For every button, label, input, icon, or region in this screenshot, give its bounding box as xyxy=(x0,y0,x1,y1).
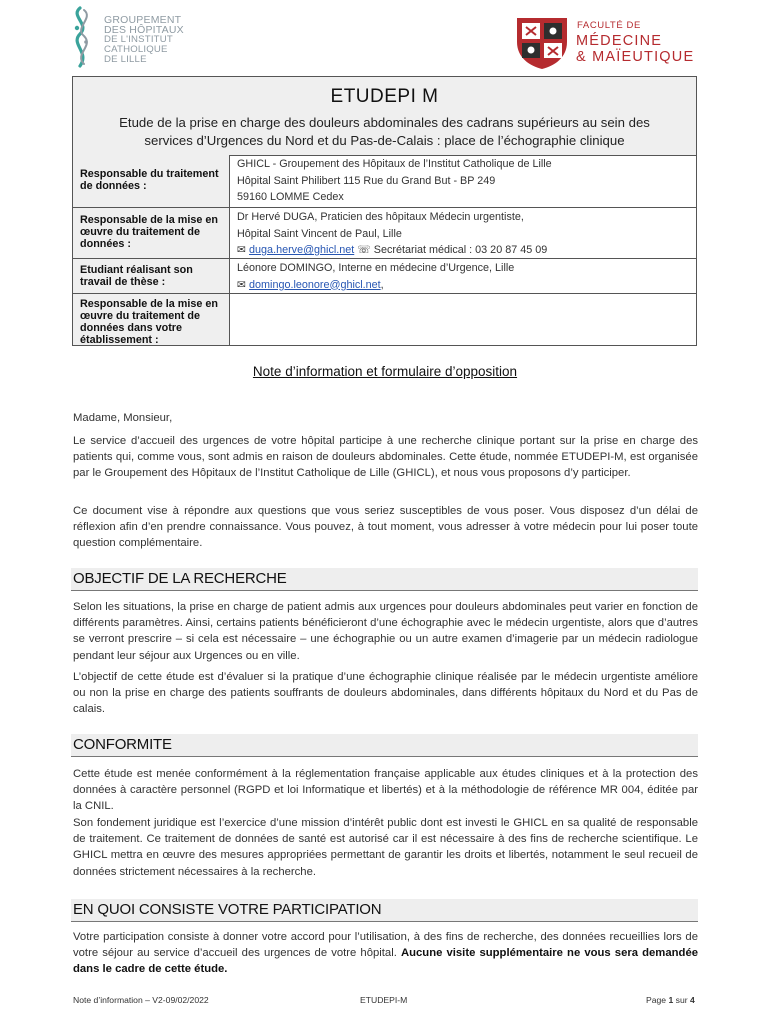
row-label: Responsable de la mise en œuvre du traitement de données dans votre établissement : xyxy=(73,294,230,345)
phone-text: Secrétariat médical : 03 20 87 45 09 xyxy=(373,244,548,256)
row-label: Etudiant réalisant son travail de thèse : xyxy=(73,259,230,293)
table-row xyxy=(73,155,696,208)
table-row xyxy=(73,259,696,294)
row-label: Responsable de la mise en œuvre du traitement de données : xyxy=(73,208,230,258)
envelope-icon: ✉ xyxy=(237,278,247,291)
conformite-paragraph-1: Cette étude est menée conformément à la réglementation française applicable aux études cliniques et à la protection des données à caractère personnel (RGPD et loi Informatique et libertés) et à la méthodologie de référence MR 004, éditée par la CNIL. xyxy=(73,768,698,813)
section-title: CONFORMITE xyxy=(73,736,172,753)
faculty-small-label: FACULTÉ DE xyxy=(577,20,641,31)
document-subtitle: Etude de la prise en charge des douleurs abdominales des cadrans supérieurs au sein des services d’Urgences du Nord et du Pas-de-Calais : place de l’échographie clinique xyxy=(119,115,650,148)
section-heading-conformite xyxy=(71,734,698,757)
value-line: 59160 LOMME Cedex xyxy=(237,191,344,203)
page-total: 4 xyxy=(689,995,695,1005)
table-row xyxy=(73,208,696,259)
participation-paragraph xyxy=(73,929,698,978)
section-title: EN QUOI CONSISTE VOTRE PARTICIPATION xyxy=(73,901,382,918)
participation-bold-text: Aucune visite supplémentaire ne vous sera demandée dans le cadre de cette étude. xyxy=(73,947,699,976)
conformite-paragraph-2: Son fondement juridique est l’exercice d’une mission d’intérêt public dont est investi le GHICL en sa qualité de responsable de traitement. Ce traitement de données de santé est autorisé car il est nécessaire à des fins de recherche scientifique. Le GHICL mettra en œuvre des mesures appropriées permettant de garantir les droits et libertés, notamment le seul recueil de données strictement nécessaires à la recherche. xyxy=(73,817,698,878)
note-title xyxy=(0,364,770,379)
ghicl-line: CATHOLIQUE xyxy=(104,44,168,55)
document-title: ETUDEPI M xyxy=(330,86,439,107)
page-current: 1 xyxy=(668,995,674,1005)
page-sep: sur xyxy=(675,995,688,1005)
section-heading-participation xyxy=(71,899,698,922)
table-header xyxy=(73,77,696,156)
ghicl-logo xyxy=(66,6,206,68)
objectif-paragraph-2: L’objectif de cette étude est d’évaluer si la pratique d’une échographie clinique réalisée par le médecin urgentiste améliore ou non la prise en charge des patients souffrants de douleurs abdominales, dans différents hôpitaux du Nord et du Pas de calais. xyxy=(73,671,698,716)
footer-left: Note d’information – V2-09/02/2022 xyxy=(73,995,209,1005)
contact-line xyxy=(237,242,692,259)
row-label: Responsable du traitement de données : xyxy=(73,155,230,207)
faculty-line-1: MÉDECINE xyxy=(576,33,663,49)
participation-text: Votre participation consiste à donner votre accord pour l’utilisation, à des fins de recherche, des données recueillies lors de votre séjour au service d’accueil des urgences de votre hôpital. xyxy=(73,931,698,960)
value-line: Dr Hervé DUGA, Praticien des hôpitaux Médecin urgentiste, xyxy=(237,211,524,223)
ghicl-line: DES HÔPITAUX xyxy=(104,24,184,36)
value-line: Léonore DOMINGO, Interne en médecine d’Urgence, Lille xyxy=(237,262,515,274)
contact-line xyxy=(237,277,692,294)
row-value xyxy=(237,156,692,206)
intro-paragraph-2: Ce document vise à répondre aux questions que vous seriez susceptibles de vous poser. Vous disposez d’un délai de réflexion afin d’en prendre connaissance. Vous pouvez, à tout moment, vous adresser à votre médecin pour lui poser toute question complémentaire. xyxy=(73,505,698,550)
objectif-paragraph-1: Selon les situations, la prise en charge de patient admis aux urgences pour douleurs abdominales peut varier en fonction de différents paramètres. Ainsi, certains patients bénéficieront d’une échographie avec le médecin urgentiste, alors que d’autres se verront prescrire – si cela est nécessaire – une échographie ou un autre examen d’imagerie par un médecin radiologue pendant leur séjour aux Urgences ou en ville. xyxy=(73,601,698,662)
ghicl-ribbon-icon xyxy=(66,6,96,68)
row-value xyxy=(237,209,692,259)
email-link-duga[interactable]: duga.herve@ghicl.net xyxy=(249,244,355,256)
faculty-logo xyxy=(514,14,704,70)
email-link-domingo[interactable]: domingo.leonore@ghicl.net xyxy=(249,278,381,291)
section-title: OBJECTIF DE LA RECHERCHE xyxy=(73,570,287,587)
email-suffix: , xyxy=(380,278,384,291)
intro-paragraph-1: Le service d’accueil des urgences de votre hôpital participe à une recherche clinique portant sur la prise en charge des patients qui, comme vous, sont admis en raison de douleurs abdominales. Cette étude, nommée ETUDEPI-M, est organisée par le Groupement des Hôpitaux de l’Institut Catholique de Lille (GHICL), et nous vous proposons d’y participer. xyxy=(73,435,698,480)
ghicl-line: DE LILLE xyxy=(104,54,147,65)
study-info-table xyxy=(72,76,697,346)
value-line: GHICL - Groupement des Hôpitaux de l’Institut Catholique de Lille xyxy=(237,158,552,170)
faculty-shield-icon xyxy=(514,14,570,70)
section-heading-objectif xyxy=(71,568,698,591)
footer-center: ETUDEPI-M xyxy=(360,995,408,1005)
greeting: Madame, Monsieur, xyxy=(73,412,173,424)
faculty-line-2: & MAÏEUTIQUE xyxy=(576,49,695,65)
row-value xyxy=(237,260,692,293)
envelope-icon: ✉ xyxy=(237,244,247,256)
note-title-text: Note d’information et formulaire d’opposition xyxy=(252,364,518,379)
phone-icon: ☏ xyxy=(357,244,371,256)
ghicl-logo-text xyxy=(104,15,184,65)
ghicl-line: GROUPEMENT xyxy=(104,14,182,26)
value-line: Hôpital Saint Philibert 115 Rue du Grand But - BP 249 xyxy=(237,174,496,187)
footer-page-number xyxy=(646,995,695,1005)
ghicl-line: DE L'INSTITUT xyxy=(104,34,173,45)
table-row xyxy=(73,294,696,345)
page-prefix: Page xyxy=(646,995,667,1005)
value-line: Hôpital Saint Vincent de Paul, Lille xyxy=(237,227,402,240)
